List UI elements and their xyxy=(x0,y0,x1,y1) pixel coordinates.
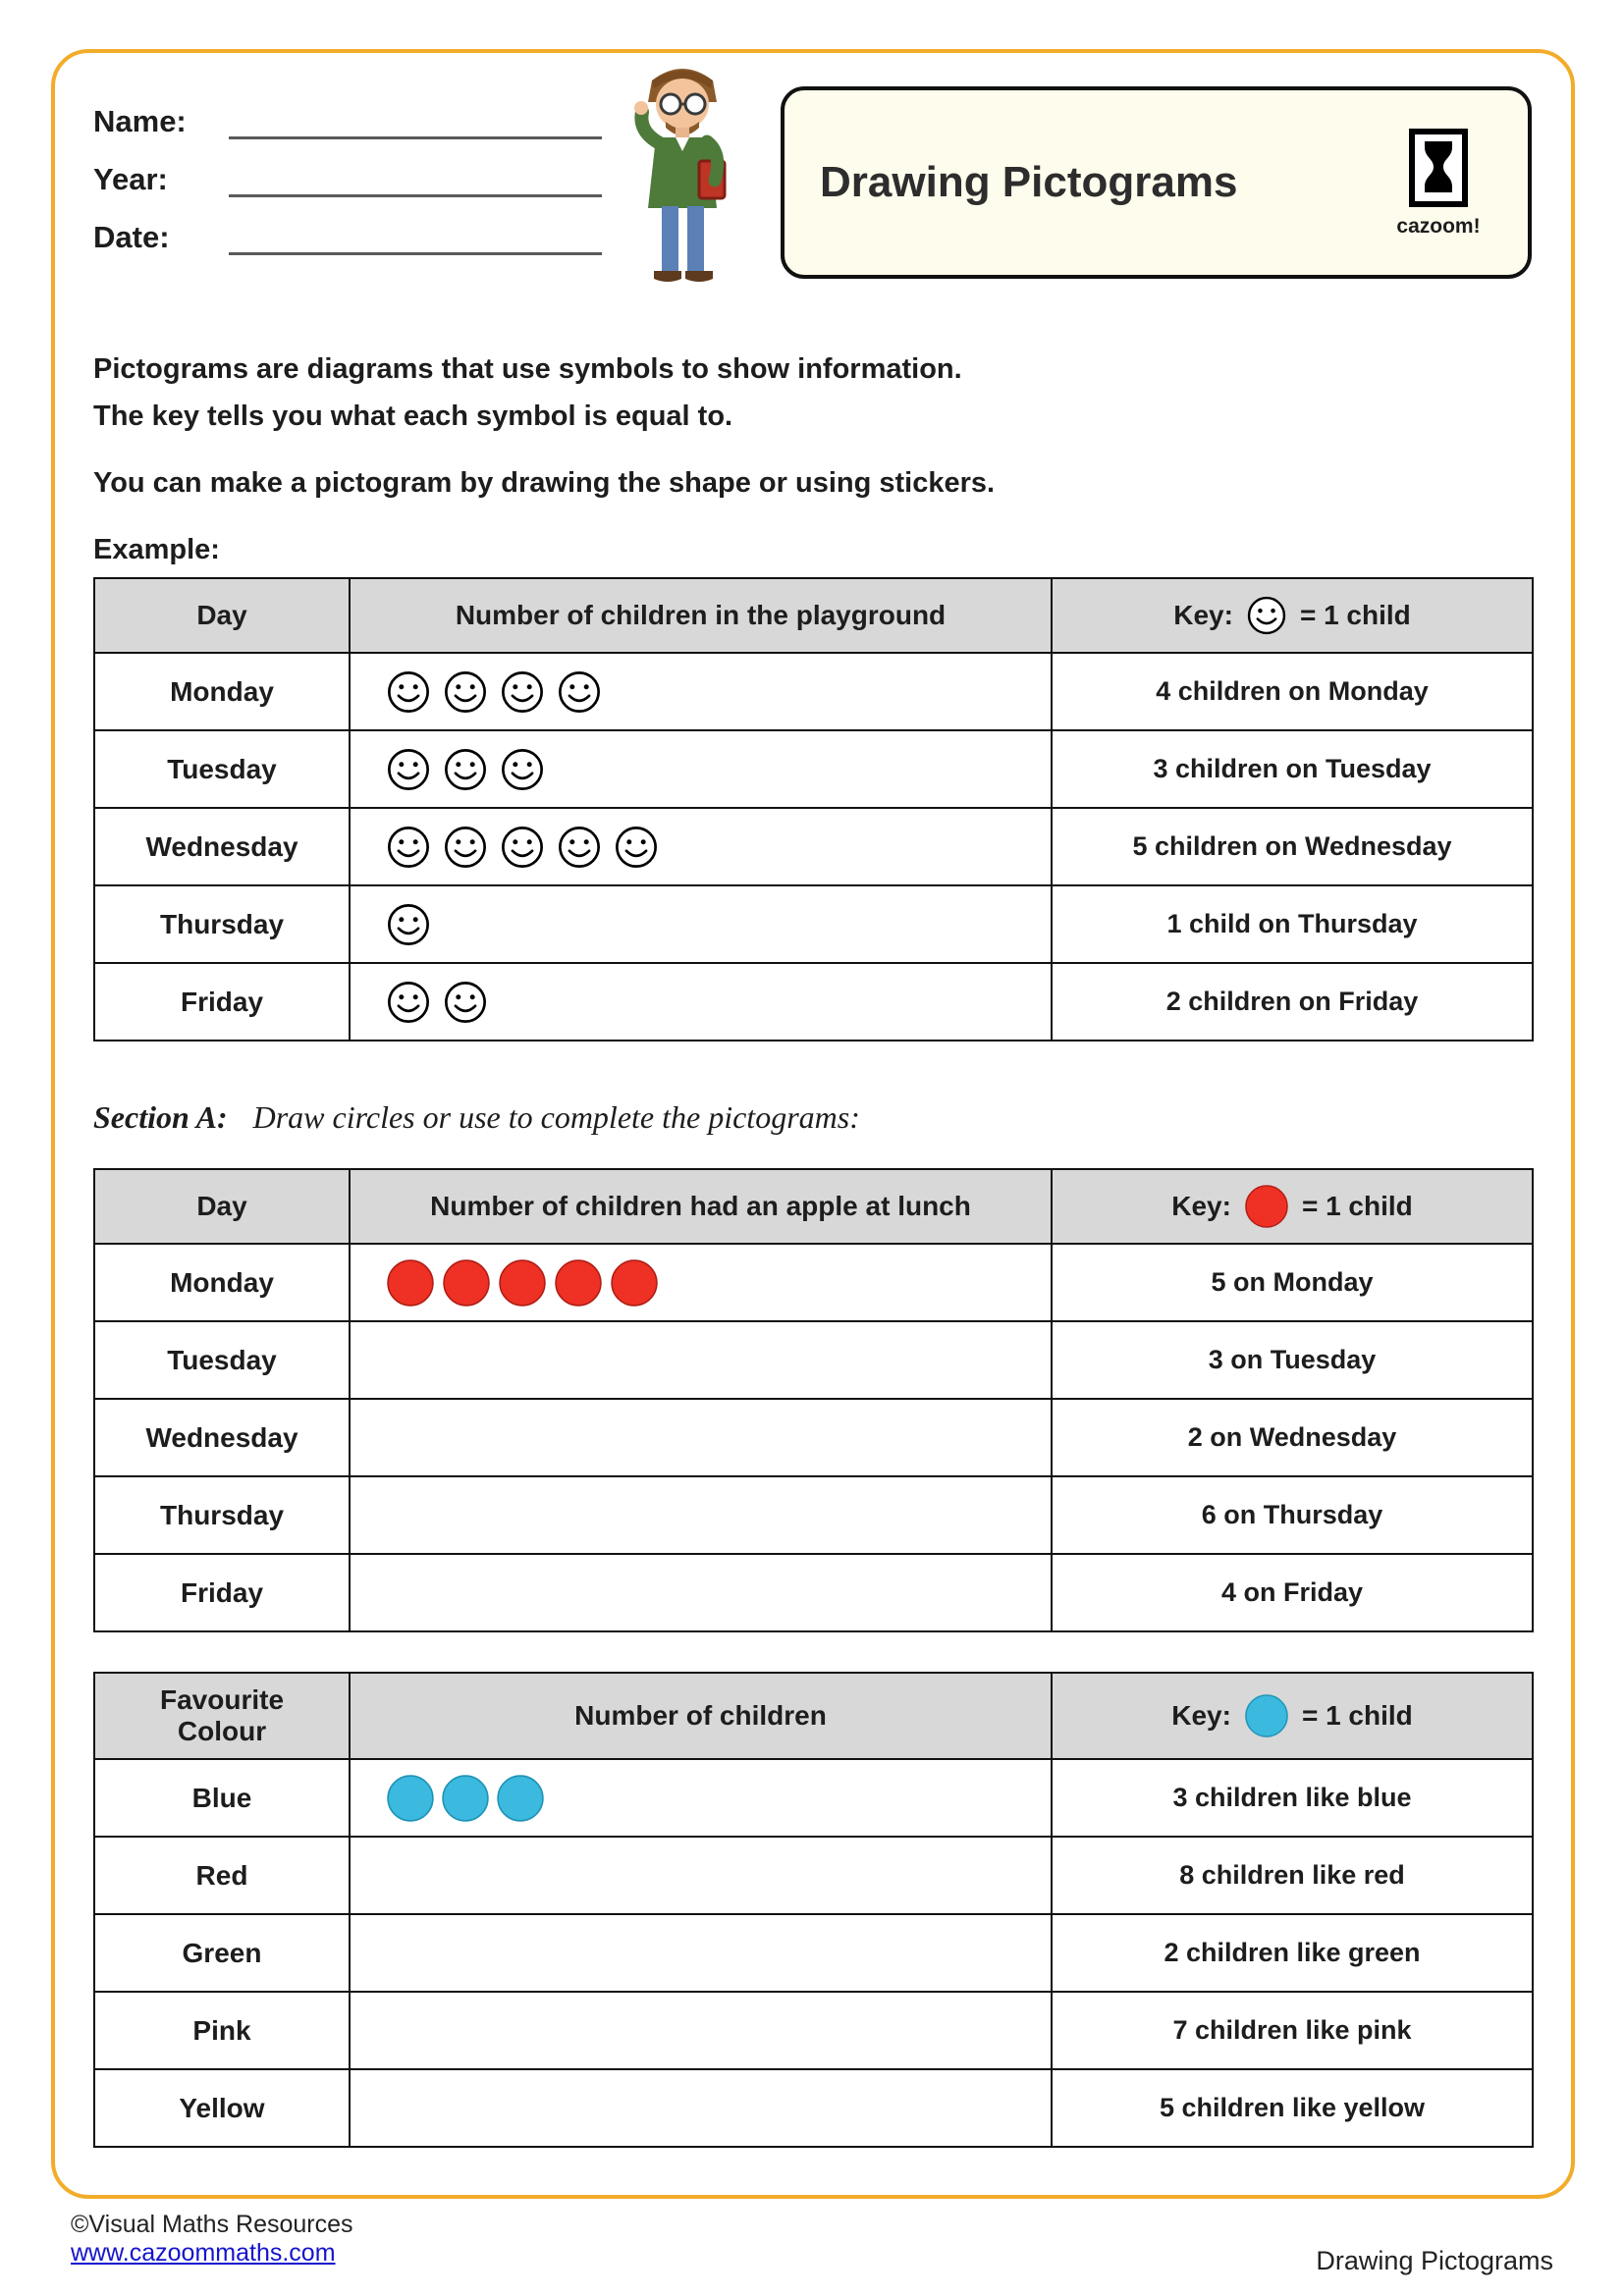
name-field xyxy=(93,94,602,139)
example-label: Example: xyxy=(93,534,220,566)
day-cell: Monday xyxy=(95,654,351,731)
smiley-icon xyxy=(1246,595,1287,636)
pictogram-cell xyxy=(351,1915,1053,1993)
note-cell: 5 on Monday xyxy=(1053,1245,1534,1322)
pictogram-cell xyxy=(351,1993,1053,2070)
title-box xyxy=(781,86,1532,279)
date-field xyxy=(93,210,602,255)
pictogram-cell xyxy=(351,1400,1053,1477)
note-cell: 2 on Wednesday xyxy=(1053,1400,1534,1477)
intro-line-2: The key tells you what each symbol is equal to. xyxy=(93,400,733,433)
column-header-day: Day xyxy=(95,579,351,654)
pictogram-cell xyxy=(351,964,1053,1041)
note-cell: 3 children on Tuesday xyxy=(1053,731,1534,809)
cazoom-logo xyxy=(1384,128,1492,239)
teacher-illustration xyxy=(609,51,756,298)
footer-left xyxy=(71,2211,353,2268)
section-a-instruction: Draw circles or use to complete the pictograms: xyxy=(252,1099,860,1135)
pictogram-cell xyxy=(351,1838,1053,1915)
column-header-pictogram: Number of children xyxy=(351,1674,1053,1760)
day-cell: Friday xyxy=(95,964,351,1041)
name-input-line xyxy=(229,99,602,139)
colour-cell: Yellow xyxy=(95,2070,351,2148)
column-header-colour: Favourite Colour xyxy=(95,1674,351,1760)
section-a-heading xyxy=(93,1099,860,1136)
day-cell: Wednesday xyxy=(95,809,351,886)
column-header-pictogram: Number of children in the playground xyxy=(351,579,1053,654)
column-header-pictogram: Number of children had an apple at lunch xyxy=(351,1170,1053,1245)
key-value: = 1 child xyxy=(1299,599,1411,630)
key-value: = 1 child xyxy=(1301,1190,1413,1221)
pictogram-cell xyxy=(351,2070,1053,2148)
date-label: Date: xyxy=(93,220,170,254)
note-cell: 3 children like blue xyxy=(1053,1760,1534,1838)
day-cell: Thursday xyxy=(95,1477,351,1555)
day-cell: Wednesday xyxy=(95,1400,351,1477)
pictogram-cell xyxy=(351,1245,1053,1322)
apple-pictogram-table xyxy=(93,1168,1534,1632)
key-label: Key: xyxy=(1171,1699,1231,1731)
year-field xyxy=(93,152,602,197)
note-cell: 5 children on Wednesday xyxy=(1053,809,1534,886)
intro-line-3: You can make a pictogram by drawing the shape or using stickers. xyxy=(93,467,996,500)
day-cell: Thursday xyxy=(95,886,351,964)
day-cell: Tuesday xyxy=(95,1322,351,1400)
pictogram-cell xyxy=(351,731,1053,809)
example-pictogram-table xyxy=(93,577,1534,1041)
note-cell: 1 child on Thursday xyxy=(1053,886,1534,964)
key-cell xyxy=(1053,579,1534,654)
red-circle-icon xyxy=(1244,1184,1289,1229)
pictogram-cell xyxy=(351,1322,1053,1400)
pictogram-cell xyxy=(351,1760,1053,1838)
name-label: Name: xyxy=(93,104,187,138)
section-a-label: Section A: xyxy=(93,1099,228,1135)
note-cell: 4 children on Monday xyxy=(1053,654,1534,731)
note-cell: 8 children like red xyxy=(1053,1838,1534,1915)
student-fields xyxy=(93,94,602,268)
logo-text: cazoom! xyxy=(1396,214,1481,238)
copyright-text: ©Visual Maths Resources xyxy=(71,2211,353,2238)
cyan-circle-icon xyxy=(1244,1693,1289,1738)
note-cell: 4 on Friday xyxy=(1053,1555,1534,1632)
note-cell: 2 children on Friday xyxy=(1053,964,1534,1041)
intro-line-1: Pictograms are diagrams that use symbols to show information. xyxy=(93,353,962,385)
pictogram-cell xyxy=(351,654,1053,731)
day-cell: Monday xyxy=(95,1245,351,1322)
intro-text xyxy=(93,349,1468,577)
year-input-line xyxy=(229,157,602,197)
key-label: Key: xyxy=(1171,1190,1231,1221)
colour-cell: Pink xyxy=(95,1993,351,2070)
website-link[interactable]: www.cazoommaths.com xyxy=(71,2239,336,2267)
colour-cell: Blue xyxy=(95,1760,351,1838)
hourglass-icon xyxy=(1408,128,1469,208)
colour-cell: Green xyxy=(95,1915,351,1993)
page-title: Drawing Pictograms xyxy=(820,158,1238,206)
day-cell: Friday xyxy=(95,1555,351,1632)
pictogram-cell xyxy=(351,809,1053,886)
key-label: Key: xyxy=(1173,599,1233,630)
note-cell: 5 children like yellow xyxy=(1053,2070,1534,2148)
colour-pictogram-table xyxy=(93,1672,1534,2148)
key-value: = 1 child xyxy=(1301,1699,1413,1731)
footer-worksheet-title: Drawing Pictograms xyxy=(1316,2246,1553,2275)
pictogram-cell xyxy=(351,1555,1053,1632)
note-cell: 2 children like green xyxy=(1053,1915,1534,1993)
date-input-line xyxy=(229,215,602,255)
note-cell: 6 on Thursday xyxy=(1053,1477,1534,1555)
colour-cell: Red xyxy=(95,1838,351,1915)
day-cell: Tuesday xyxy=(95,731,351,809)
note-cell: 7 children like pink xyxy=(1053,1993,1534,2070)
year-label: Year: xyxy=(93,162,168,196)
key-cell xyxy=(1053,1170,1534,1245)
note-cell: 3 on Tuesday xyxy=(1053,1322,1534,1400)
pictogram-cell xyxy=(351,886,1053,964)
pictogram-cell xyxy=(351,1477,1053,1555)
key-cell xyxy=(1053,1674,1534,1760)
column-header-day: Day xyxy=(95,1170,351,1245)
